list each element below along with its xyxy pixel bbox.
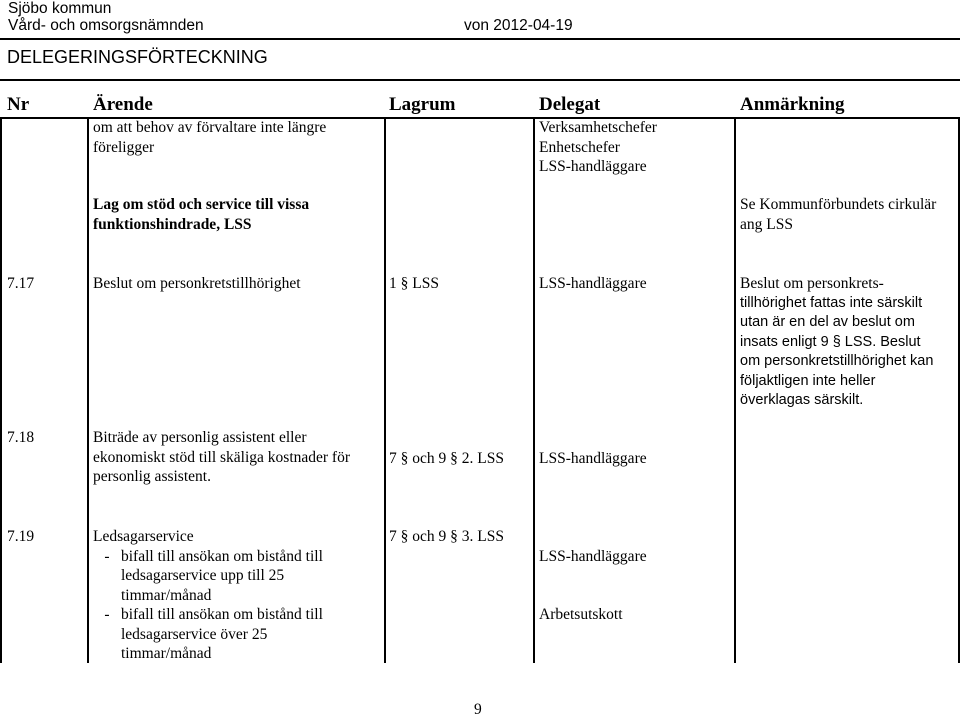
row-7-19-nr: 7.19 — [7, 528, 35, 545]
row-7-19-sub-1-line-1: bifall till ansökan om bistånd till — [121, 547, 323, 565]
cont-delegat-line-1: Verksamhetschefer — [539, 119, 657, 136]
bullet-dash: - — [104, 606, 110, 623]
bullet-dash: - — [104, 547, 110, 565]
page-number: 9 — [474, 701, 482, 718]
org-name: Sjöbo kommun — [8, 0, 112, 17]
row-7-18-arende-line-3: personlig assistent. — [93, 468, 211, 485]
row-7-19-lagrum: 7 § och 9 § 3. LSS — [389, 528, 504, 545]
col-header-anmarkning: Anmärkning — [740, 94, 845, 115]
col-divider-2 — [384, 117, 386, 663]
row-7-17-note-line-3: utan är en del av beslut om — [740, 314, 915, 330]
cont-delegat-line-3: LSS-handläggare — [539, 158, 647, 175]
row-7-17-note-line-4: insats enligt 9 § LSS. Beslut — [740, 333, 921, 350]
row-7-17-anmarkning — [740, 274, 933, 411]
row-7-19-sub-1-line-2: ledsagarservice upp till 25 — [121, 567, 285, 584]
col-divider-4 — [734, 117, 736, 663]
row-7-19-delegat-2: Arbetsutskott — [539, 606, 623, 623]
cont-delegat-line-2: Enhetschefer — [539, 138, 620, 156]
row-7-17-note-line-1: Beslut om personkrets- — [740, 275, 884, 292]
col-divider-left — [0, 117, 2, 663]
document-title: DELEGERINGSFÖRTECKNING — [7, 47, 268, 67]
cont-arende-line-2: föreligger — [93, 138, 155, 156]
section-title — [93, 195, 309, 234]
row-7-19-delegat-1: LSS-handläggare — [539, 548, 647, 565]
row-7-17-note-line-7: överklagas särskilt. — [740, 392, 864, 408]
row-7-18-delegat: LSS-handläggare — [539, 450, 647, 467]
row-7-17-delegat: LSS-handläggare — [539, 275, 647, 292]
row-7-17-lagrum: 1 § LSS — [389, 275, 439, 292]
section-title-line-1: Lag om stöd och service till vissa — [93, 196, 310, 213]
cont-arende-line-1: om att behov av förvaltare inte längre — [93, 119, 327, 136]
col-header-lagrum: Lagrum — [389, 94, 456, 115]
section-note-line-1: Se Kommunförbundets cirkulär — [740, 196, 937, 213]
row-7-19-sub-1-line-3: timmar/månad — [121, 586, 212, 604]
document-date: von 2012-04-19 — [464, 17, 573, 34]
section-title-line-2: funktionshindrade, LSS — [93, 215, 252, 233]
row-7-18-arende — [93, 428, 350, 487]
cont-delegat — [539, 118, 657, 177]
row-7-18-arende-line-1: Biträde av personlig assistent eller — [93, 429, 307, 446]
cont-arende — [93, 118, 326, 157]
row-7-18-arende-line-2: ekonomiskt stöd till skäliga kostnader för — [93, 448, 351, 466]
row-7-17-note-line-6: följaktligen inte heller — [740, 372, 876, 389]
col-header-nr: Nr — [7, 94, 30, 115]
row-7-18-lagrum: 7 § och 9 § 2. LSS — [389, 450, 504, 467]
row-7-19-sub-2-line-3: timmar/månad — [121, 645, 212, 662]
section-note-line-2: ang LSS — [740, 215, 793, 233]
row-7-19-sub-1 — [93, 547, 323, 567]
row-7-17-note-line-5: om personkretstillhörighet kan — [740, 353, 934, 369]
row-7-18-nr: 7.18 — [7, 429, 35, 446]
col-divider-right — [958, 117, 960, 663]
row-7-17-nr: 7.17 — [7, 275, 35, 292]
col-divider-1 — [87, 117, 89, 663]
col-header-delegat: Delegat — [539, 94, 601, 115]
row-7-19-arende-title: Ledsagarservice — [93, 528, 194, 545]
row-7-19-sub-2-line-2: ledsagarservice över 25 — [121, 625, 268, 643]
col-header-arende: Ärende — [93, 94, 153, 115]
row-7-19-sub-2-line-1: bifall till ansökan om bistånd till — [121, 606, 323, 623]
section-note — [740, 195, 936, 234]
department-name: Vård- och omsorgsnämnden — [8, 17, 204, 34]
title-bottom-rule — [0, 79, 960, 81]
row-7-17-note-line-2: tillhörighet fattas inte särskilt — [740, 294, 923, 311]
title-top-rule — [0, 38, 960, 40]
row-7-19-sub-2 — [93, 605, 323, 625]
col-divider-3 — [533, 117, 535, 663]
row-7-19-arende — [93, 527, 323, 664]
row-7-17-arende: Beslut om personkretstillhörighet — [93, 275, 301, 292]
